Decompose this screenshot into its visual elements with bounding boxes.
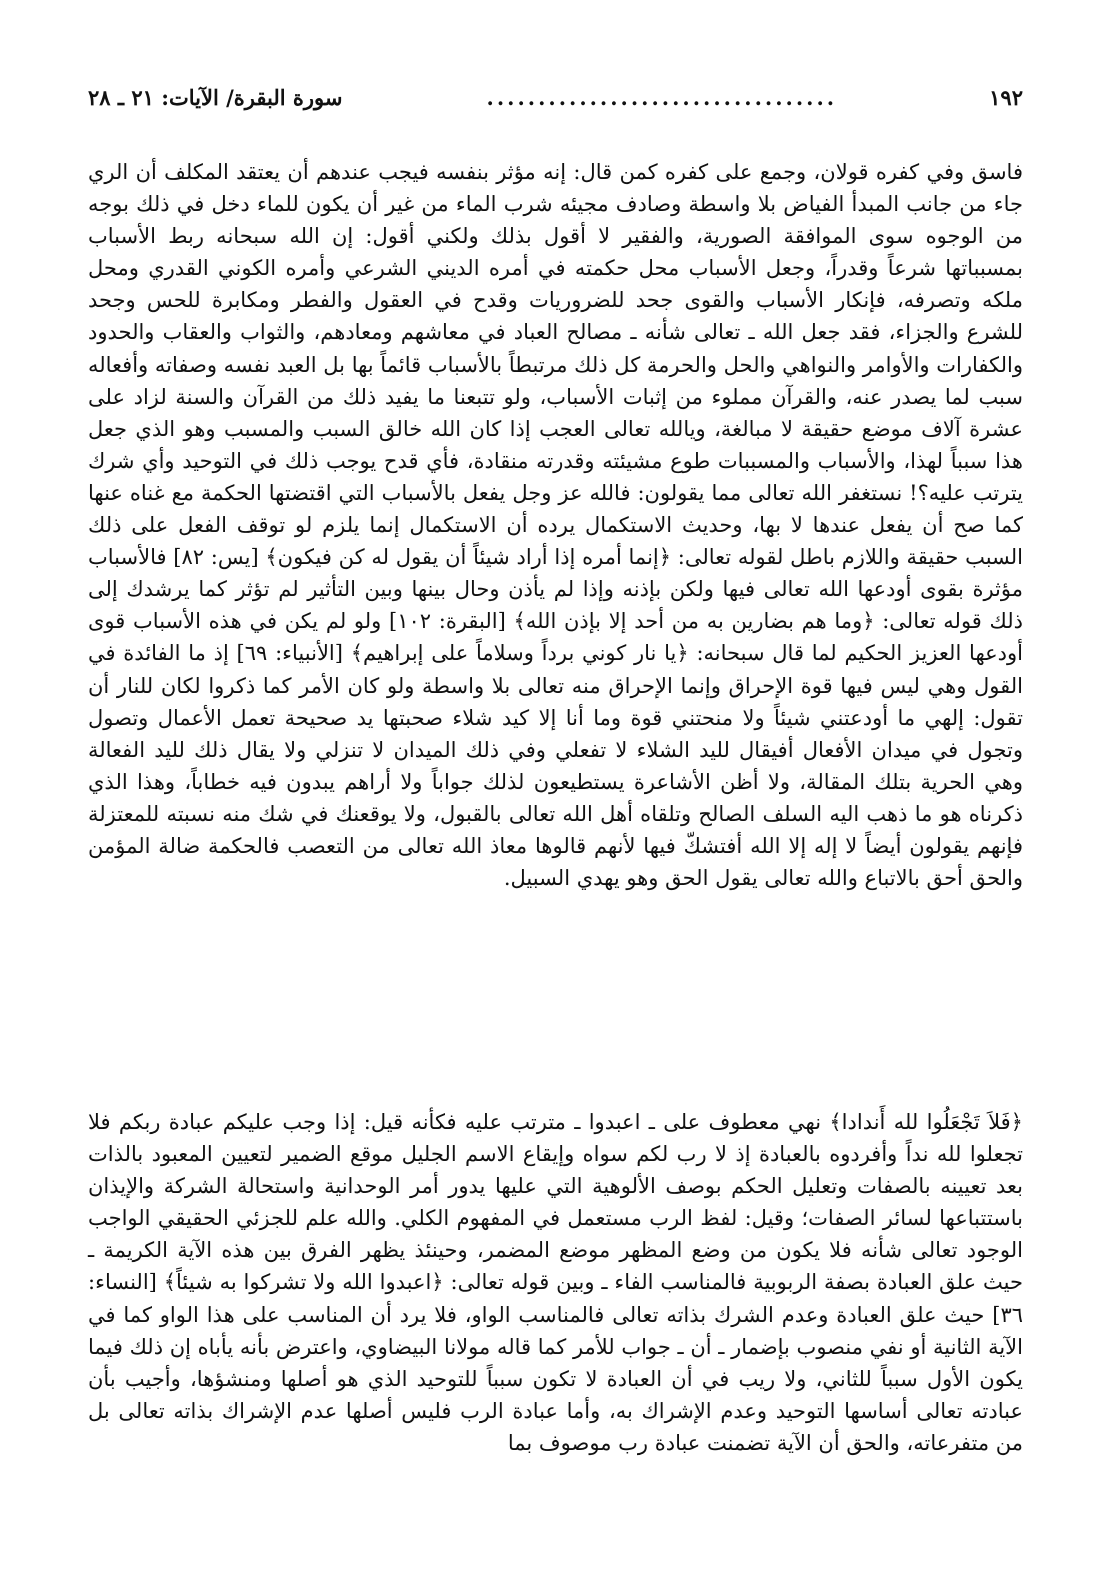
body-paragraph-2: ﴿فَلاَ تَجْعَلُوا لله أَندادا﴾ نهي معطوف على ـ اعبدوا ـ مترتب عليه فكأنه قيل: إذا وجب عليكم عبادة ربكم فلا تجعلوا لله نداً وأفردوه بالعبادة إذ لا رب لكم سواه وإيقاع الاسم الجليل موقع الضمير لتعيين المعبود بالذات بعد تعيينه بالصفات وتعليل الحكم بوصف الألوهية التي عليها يدور أمر الوحدانية واستحالة الشركة والإيذان باستتباعها لسائر الصفات؛ وقيل: لفظ الرب مستعمل في المفهوم الكلي. والله علم للجزئي الحقيقي الواجب الوجود تعالى شأنه فلا يكون من وضع المظهر موضع المضمر، وحينئذ يظهر الفرق بين هذه الآية الكريمة ـ حيث علق العبادة بصفة الربوبية فالمناسب الفاء ـ وبين قوله تعالى: ﴿اعبدوا الله ولا تشركوا به شيئاً﴾ [النساء: ٣٦] حيث علق العبادة وعدم الشرك بذاته تعالى فالمناسب الواو، فلا يرد أن المناسب على هذا الواو كما في الآية الثانية أو نفي منصوب بإضمار ـ أن ـ جواب للأمر كما قاله مولانا البيضاوي، واعترض بأنه يأباه إن ذلك فيما يكون الأول سبباً للثاني، ولا ريب في أن العبادة لا تكون سبباً للتوحيد الذي هو أصلها ومنشؤها، وأجيب بأن عبادته تعالى أساسها التوحيد وعدم الإشراك به، وأما عبادة الرب فليس أصلها عدم الإشراك بذاته تعالى بل من متفرعاته، والحق أن الآية تضمنت عبادة رب موصوف بما: [88, 1110, 1023, 1455]
body-paragraph-1: فاسق وفي كفره قولان، وجمع على كفره كمن قال: إنه مؤثر بنفسه فيجب عندهم أن يعتقد المكلف أن الري جاء من جانب المبدأ الفياض بلا واسطة وصادف مجيئه شرب الماء من غير أن يكون للماء دخل في ذلك بوجه من الوجوه سوى الموافقة الصورية، والفقير لا أقول بذلك ولكني أقول: إن الله سبحانه ربط الأسباب بمسبباتها شرعاً وقدراً، وجعل الأسباب محل حكمته في أمره الديني الشرعي وأمره الكوني القدري ومحل ملكه وتصرفه، فإنكار الأسباب والقوى جحد للضروريات وقدح في العقول والفطر ومكابرة للحس وجحد للشرع والجزاء، فقد جعل الله ـ تعالى شأنه ـ مصالح العباد في معاشهم ومعادهم، والثواب والعقاب والحدود والكفارات والأوامر والنواهي والحل والحرمة كل ذلك مرتبطاً بالأسباب قائماً بها بل العبد نفسه وصفاته وأفعاله سبب لما يصدر عنه، والقرآن مملوء من إثبات الأسباب، ولو تتبعنا ما يفيد ذلك من القرآن والسنة لزاد على عشرة آلاف موضع حقيقة لا مبالغة، ويالله تعالى العجب إذا كان الله خالق السبب والمسبب وهو الذي جعل هذا سبباً لهذا، والأسباب والمسببات طوع مشيئته وقدرته منقادة، فأي قدح يوجب ذلك في التوحيد وأي شرك يترتب عليه؟! نستغفر الله تعالى مما يقولون: فالله عز وجل يفعل بالأسباب التي اقتضتها الحكمة مع غناه عنها كما صح أن يفعل عندها لا بها، وحديث الاستكمال يرده أن الاستكمال إنما يلزم لو توقف الفعل على ذلك السبب حقيقة واللازم باطل لقوله تعالى: ﴿إنما أمره إذا أراد شيئاً أن يقول له كن فيكون﴾ [يس: ٨٢] فالأسباب مؤثرة بقوى أودعها الله تعالى فيها ولكن بإذنه وإذا لم يأذن وحال بينها وبين التأثير لم تؤثر كما يرشدك إلى ذلك قوله تعالى: ﴿وما هم بضارين به من أحد إلا بإذن الله﴾ [البقرة: ١٠٢] ولو لم يكن في هذه الأسباب قوى أودعها العزيز الحكيم لما قال سبحانه: ﴿يا نار كوني برداً وسلاماً على إبراهيم﴾ [الأنبياء: ٦٩] إذ ما الفائدة في القول وهي ليس فيها قوة الإحراق وإنما الإحراق منه تعالى بلا واسطة ولو كان الأمر كما ذكروا لكان للنار أن تقول: إلهي ما أودعتني شيئاً ولا منحتني قوة وما أنا إلا كيد شلاء صحبتها يد صحيحة تعمل الأعمال وتصول وتجول في ميدان الأفعال أفيقال لليد الشلاء لا تفعلي وفي ذلك الميدان لا تنزلي ولا يقال ذلك لليد الفعالة وهي الحرية بتلك المقالة، ولا أظن الأشاعرة يستطيعون لذلك جواباً ولا أراهم يبدون فيه خطاباً، وهذا الذي ذكرناه هو ما ذهب اليه السلف الصالح وتلقاه أهل الله تعالى بالقبول، ولا يوقعنك في شك منه نسبته للمعتزلة فإنهم يقولون أيضاً لا إله إلا الله أفتشكّ فيها لأنهم قالوها معاذ الله تعالى من التعصب فالحكمة ضالة المؤمن والحق أحق بالاتباع والله تعالى يقول الحق وهو يهدي السبيل.: [88, 160, 1024, 891]
leader-dots: ..................................: [486, 84, 838, 110]
surah-title: سورة البقرة/ الآيات: ٢١ ـ ٢٨: [88, 84, 343, 110]
page-number: ١٩٢: [989, 84, 1023, 110]
page-header: [88, 80, 1023, 114]
